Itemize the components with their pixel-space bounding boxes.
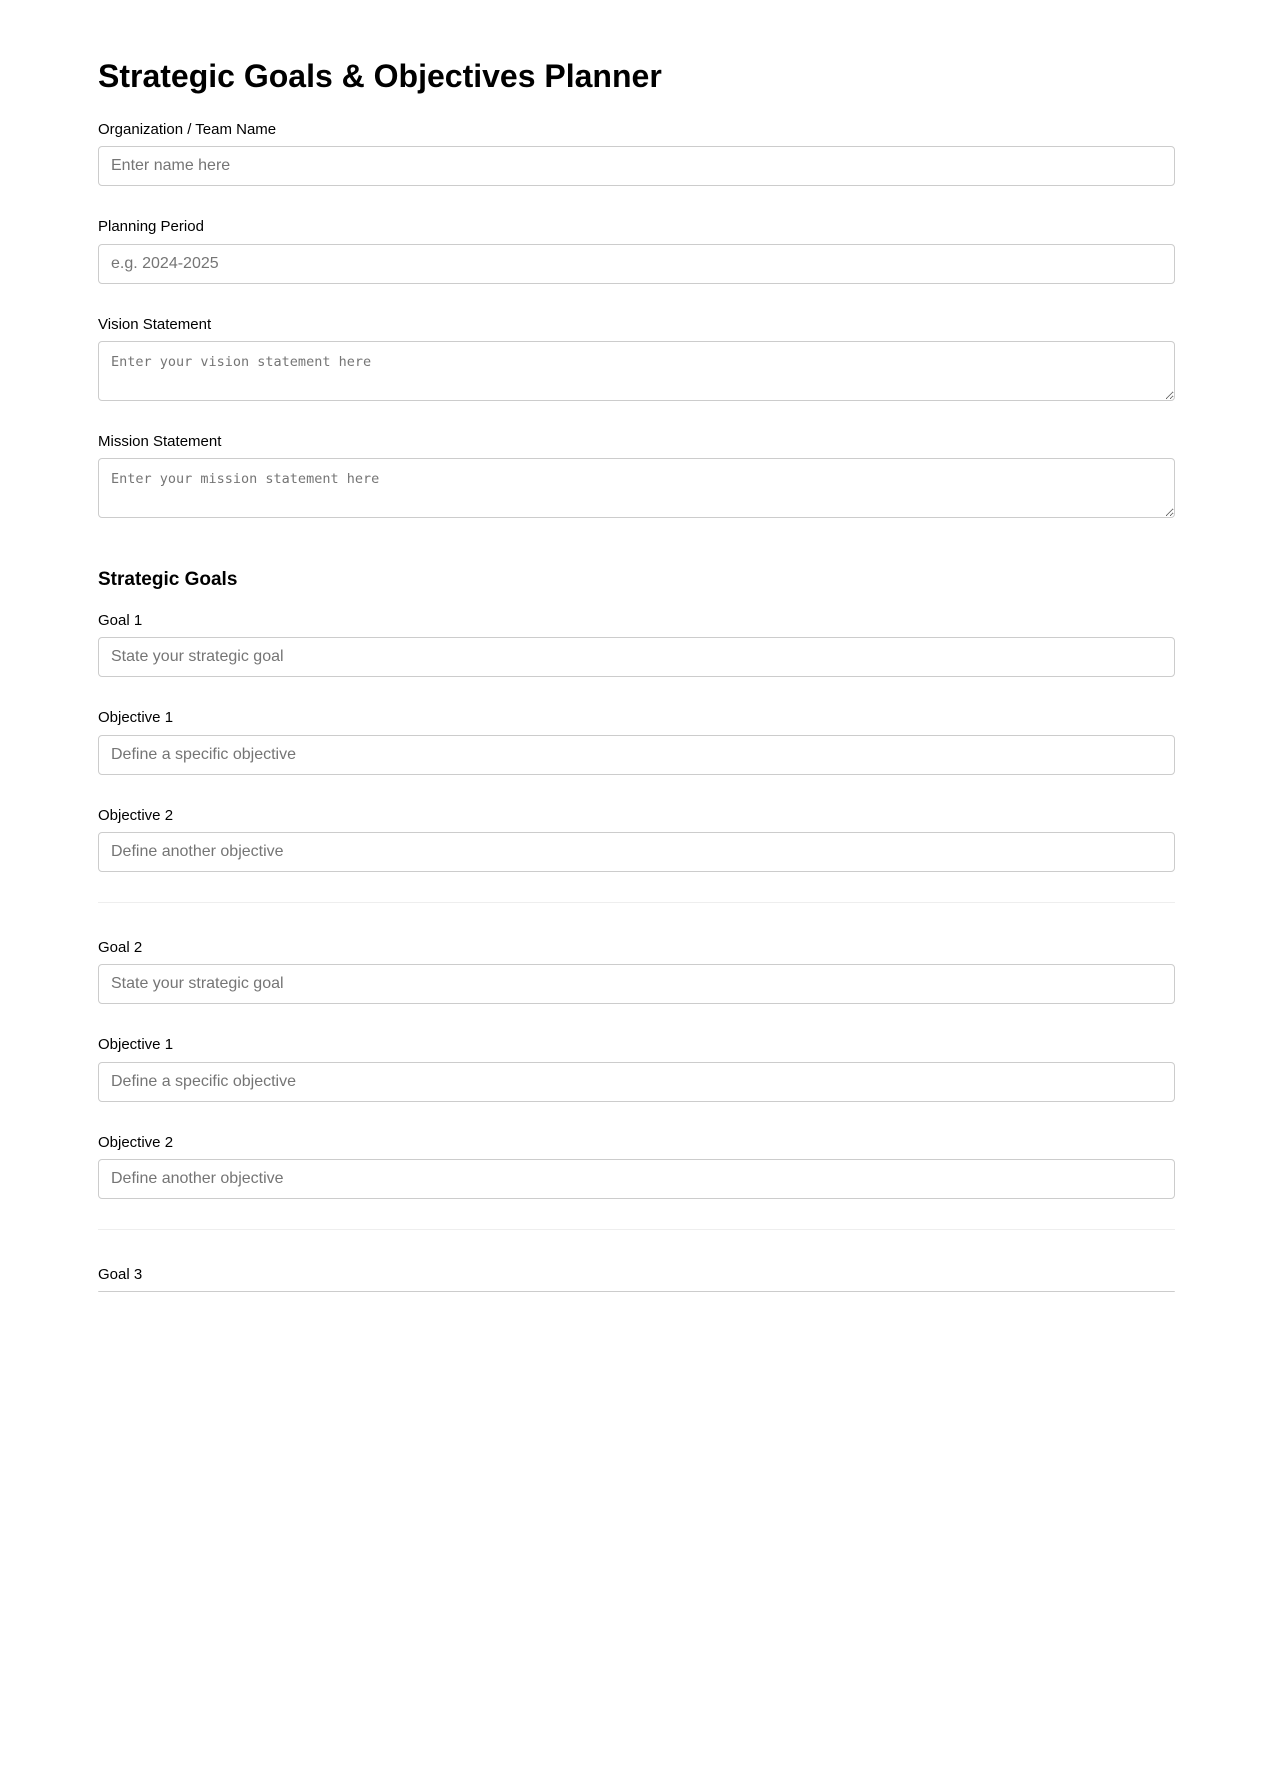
organization-input[interactable] [98,146,1175,186]
strategic-goals-heading: Strategic Goals [98,569,238,590]
goal-divider [98,1229,1175,1230]
goal-1-input[interactable] [98,637,1175,677]
goal-1-objective-2-label: Objective 2 [98,807,174,824]
goal-3-input[interactable] [98,1291,1175,1292]
goal-1-label: Goal 1 [98,612,143,629]
mission-textarea[interactable] [98,458,1175,518]
goal-2-objective-2-input[interactable] [98,1159,1175,1199]
planning-period-input[interactable] [98,244,1175,284]
goal-divider [98,902,1175,903]
goal-2-objective-1-input[interactable] [98,1062,1175,1102]
page-title: Strategic Goals & Objectives Planner [98,58,662,94]
planning-period-label: Planning Period [98,218,204,235]
vision-textarea[interactable] [98,341,1175,401]
goal-2-label: Goal 2 [98,939,143,956]
mission-label: Mission Statement [98,433,222,450]
organization-label: Organization / Team Name [98,121,277,138]
goal-1-objective-2-input[interactable] [98,832,1175,872]
vision-label: Vision Statement [98,316,212,333]
goal-1-objective-1-input[interactable] [98,735,1175,775]
goal-1-objective-1-label: Objective 1 [98,709,174,726]
goal-2-objective-2-label: Objective 2 [98,1134,174,1151]
goal-2-input[interactable] [98,964,1175,1004]
goal-2-objective-1-label: Objective 1 [98,1036,174,1053]
goal-3-label: Goal 3 [98,1266,143,1283]
